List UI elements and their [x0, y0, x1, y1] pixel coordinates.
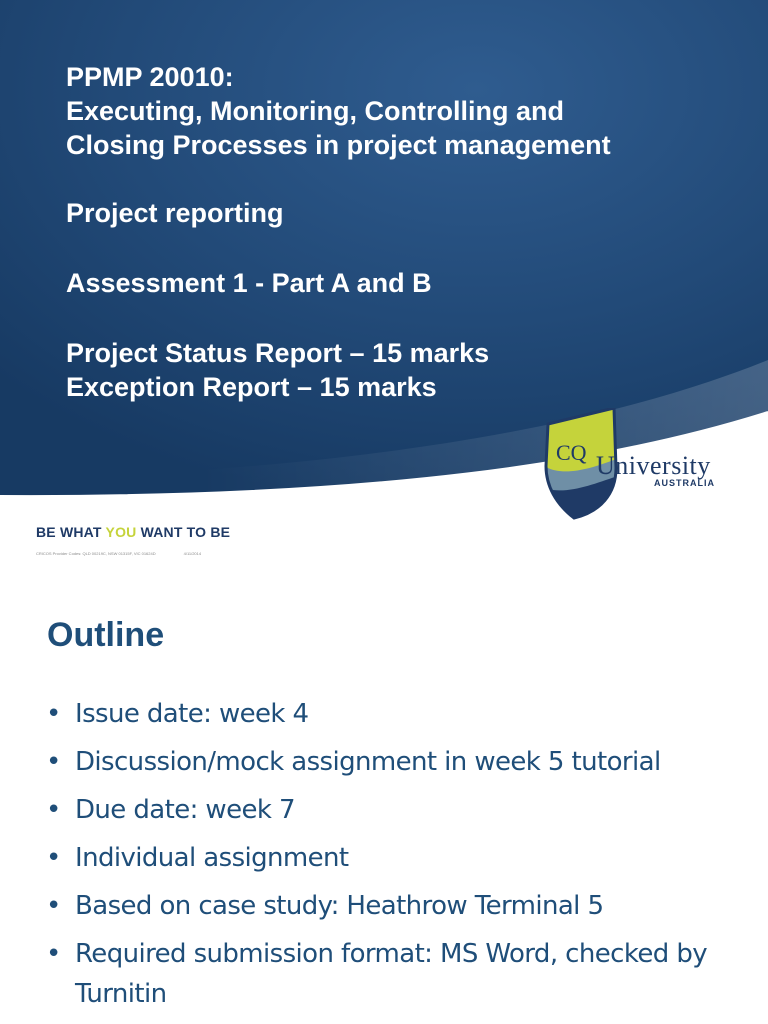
bullet-text: Based on case study: Heathrow Terminal 5 [75, 891, 604, 921]
tagline [36, 524, 230, 540]
bullet-text: Required submission format: MS Word, checked by Turnitin [75, 939, 708, 1009]
assessment-line: Assessment 1 - Part A and B [66, 268, 432, 298]
course-title-line-1: Executing, Monitoring, Controlling and [66, 96, 564, 126]
course-code: PPMP 20010: [66, 62, 234, 92]
bullet-item [46, 790, 746, 830]
bullet-text: Due date: week 7 [75, 795, 295, 825]
bullet-item [46, 838, 746, 878]
outline-title: Outline [47, 616, 165, 654]
bullet-icon: • [46, 699, 61, 729]
course-title-line-2: Closing Processes in project management [66, 130, 611, 160]
bullet-item [46, 694, 746, 734]
bullet-icon: • [46, 891, 61, 921]
outline-slide [0, 576, 768, 1024]
logo-country: AUSTRALIA [654, 478, 715, 488]
bullet-item [46, 934, 746, 1014]
bullet-text: Issue date: week 4 [75, 699, 309, 729]
bullet-icon: • [46, 747, 61, 777]
tagline-highlight: YOU [105, 524, 137, 540]
bullet-text: Individual assignment [75, 843, 349, 873]
cricos-codes: CRICOS Provider Codes: QLD 00219C, NSW 01315F, VIC 01624D [36, 551, 156, 556]
bullet-icon: • [46, 843, 61, 873]
bullet-item [46, 742, 746, 782]
fineprint-date: 4/11/2014 [183, 551, 202, 556]
logo-wordmark: University [596, 451, 711, 480]
title-block [66, 60, 746, 404]
tagline-start: BE WHAT [36, 524, 106, 540]
bullet-item [46, 886, 746, 926]
outline-bullet-list [46, 694, 746, 1022]
bullet-text: Discussion/mock assignment in week 5 tutorial [75, 747, 661, 777]
tagline-end: WANT TO BE [136, 524, 231, 540]
slide-subtitle: Project reporting [66, 198, 284, 228]
report-line-exception: Exception Report – 15 marks [66, 372, 437, 402]
logo-mark: CQ [556, 440, 587, 465]
fineprint [36, 551, 201, 556]
bullet-icon: • [46, 795, 61, 825]
bullet-icon: • [46, 939, 61, 969]
report-line-status: Project Status Report – 15 marks [66, 338, 490, 368]
